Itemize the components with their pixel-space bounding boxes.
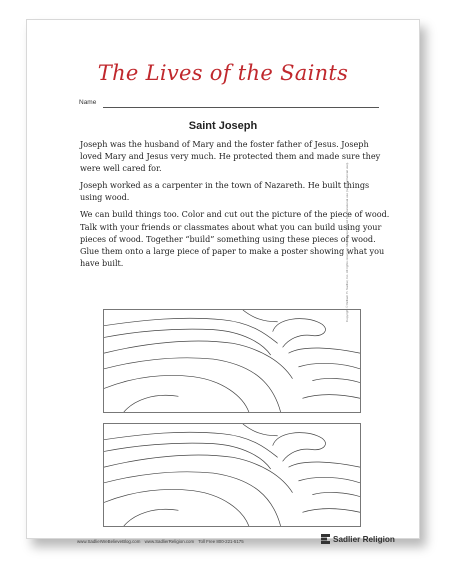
wood-piece-1 xyxy=(103,309,361,413)
worksheet-page xyxy=(26,19,420,544)
brand-logo xyxy=(321,534,395,544)
brand-name: Sadlier Religion xyxy=(333,534,395,544)
wood-piece-2 xyxy=(103,423,361,527)
section-heading: Saint Joseph xyxy=(188,120,258,132)
paragraph-3: We can build things too. Color and cut out the picture of the piece of wood. Talk with your friends or classmates about what you can build using your pieces of wood. Together “build” something using these pieces of wood. Glue them onto a large piece of paper to make a poster showing what you have built. xyxy=(80,209,390,268)
phone-number: Toll Free 800-221-5175 xyxy=(198,539,244,544)
paragraph-2: Joseph worked as a carpenter in the town of Nazareth. He built things using wood. xyxy=(80,180,370,203)
name-label: Name xyxy=(79,99,97,106)
name-write-line xyxy=(103,107,379,108)
copyright-notice: Copyright © William H. Sadlier, Inc. All rights reserved. May be reproduced for educational use (not commercial use). xyxy=(345,162,349,322)
paragraph-1: Joseph was the husband of Mary and the foster father of Jesus. Joseph loved Mary and Jesus very much. He protected them and made sure they were well cared for. xyxy=(80,139,381,174)
sadlier-logo-icon xyxy=(321,534,330,544)
footer-links xyxy=(77,539,247,544)
page-title: The Lives of the Saints xyxy=(97,61,349,85)
blog-url: www.SadlierWeBelieveBlog.com xyxy=(77,539,141,544)
site-url: www.SadlierReligion.com xyxy=(144,539,195,544)
